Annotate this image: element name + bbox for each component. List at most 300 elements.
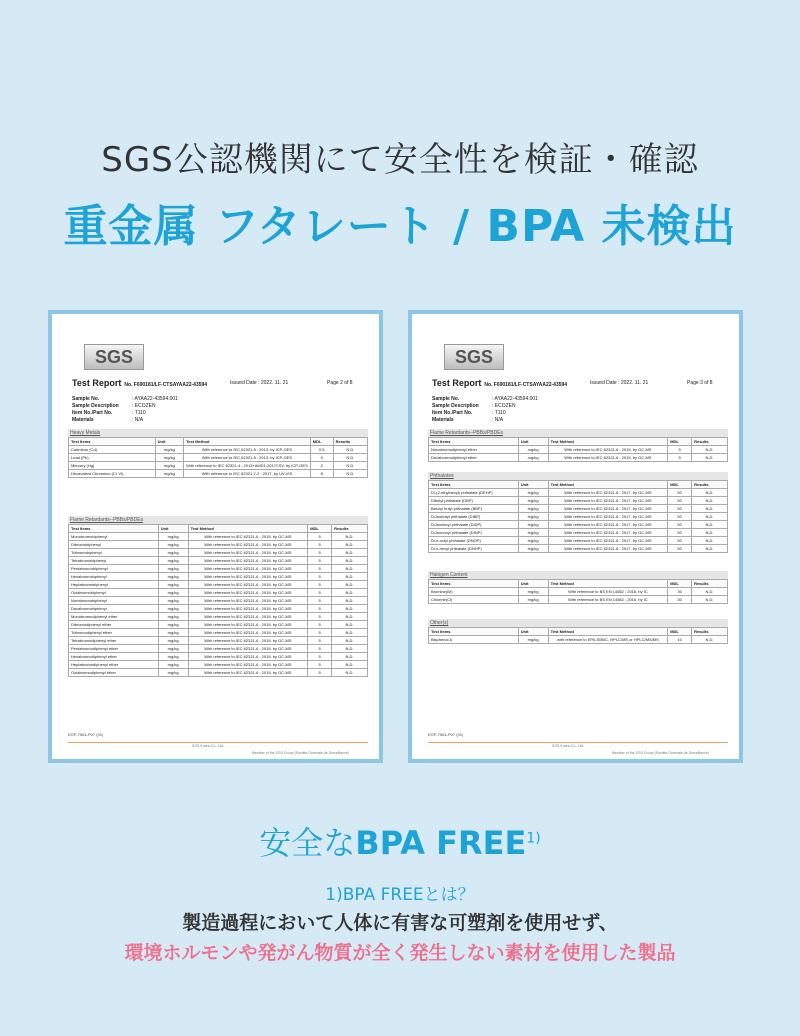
sample-info-key: Item No./Part No. [72,410,113,416]
column-header: Test Items [429,580,519,588]
table-cell: With reference to IEC 62321-6 : 2015, by GC-MS [188,581,308,589]
column-header: Results [692,580,728,588]
table-cell: N.D. [332,613,368,621]
table-row [69,565,368,573]
footer-company: SGS Korea Co., Ltd. [192,744,224,748]
table-cell: Chlorine(Cl) [429,596,519,604]
table-cell: mg/kg [518,537,548,545]
table-cell: With reference to IEC 62321-6 : 2015, by GC-MS [188,533,308,541]
table-cell: N.D. [332,645,368,653]
table-cell: Lead (Pb) [69,454,156,462]
table-cell: mg/kg [158,637,188,645]
footer-note: Member of the SGS Group (Société Générale de Surveillance) [612,751,709,755]
table-cell: mg/kg [158,653,188,661]
table-cell: mg/kg [518,521,548,529]
table-cell: 5 [308,557,332,565]
table-cell: mg/kg [158,597,188,605]
table-cell: N.D. [332,581,368,589]
table-row [69,589,368,597]
test-report-page-2 [48,310,383,763]
table-row [69,549,368,557]
column-header: MDL [668,580,692,588]
table-cell: With reference to IEC 62321-5 : 2013, by ICP-OES [184,454,311,462]
table-cell: 5 [308,629,332,637]
table-cell: Pentabromobiphenyl [69,565,159,573]
table-cell: mg/kg [155,454,184,462]
page-number: Page 2 of 8 [327,380,353,386]
sample-info-key: Sample No. [72,396,100,402]
table-cell: 50 [668,513,692,521]
table-cell: 10 [668,636,692,644]
table-cell: N.D. [333,462,367,470]
table-cell: Dibromobiphenyl [69,541,159,549]
table-row [69,533,368,541]
table-cell: Decabromobiphenyl [69,605,159,613]
table-cell: N.D. [332,629,368,637]
page-number: Page 3 of 8 [687,380,713,386]
table-cell: 5 [308,589,332,597]
table-cell: 5 [308,605,332,613]
sample-info-row [72,410,178,417]
column-header: Test Items [69,438,156,446]
table-cell: Mercury (Hg) [69,462,156,470]
table-cell: Hexavalent Chromium (Cr VI) [69,470,156,478]
table-cell: mg/kg [158,669,188,677]
table-cell: Octabromodiphenyl ether [69,669,159,677]
result-section [68,429,368,478]
table-row [69,541,368,549]
bpa-free-description-1: 製造過程において人体に有害な可塑剤を使用せず、 [182,912,618,934]
table-cell: mg/kg [518,545,548,553]
table-cell: With reference to IEC 62321-4 : 2013+AMD1:2017CSV, by ICP-OES [184,462,311,470]
table-cell: Di-isobutyl phthalate (DIBP) [429,513,519,521]
table-row [429,537,728,545]
table-cell: Dibutyl phthalate (DBP) [429,497,519,505]
table-cell: With reference to IEC 62321-6 : 2015, by GC-MS [188,613,308,621]
table-cell: N.D. [332,565,368,573]
column-header: Results [332,525,368,533]
sample-info-row [432,410,538,417]
table-cell: mg/kg [518,505,548,513]
column-header: Test Method [548,438,668,446]
table-cell: Hexabromodiphenyl ether [69,653,159,661]
sample-info-value: : AYAA22-43594.001 [132,396,178,402]
table-cell: 5 [308,541,332,549]
sample-info-row [72,417,178,424]
table-cell: N.D. [332,573,368,581]
table-cell: 5 [308,549,332,557]
table-cell: With reference to IEC 62321-7-2 : 2017, by UV-VIS [184,470,311,478]
table-row [429,521,728,529]
table-cell: N.D. [692,596,728,604]
table-cell: Tribromobiphenyl [69,549,159,557]
table-cell: With reference to IEC 62321-6 : 2015, by GC-MS [188,653,308,661]
column-header: Results [692,438,728,446]
table-cell: Di-(2-ethylhexyl) phthalate (DEHP) [429,489,519,497]
table-cell: 0.5 [310,446,333,454]
table-cell: mg/kg [518,588,548,596]
document-reference: EGP-7561-P07 (01) [68,732,104,737]
table-row [69,645,368,653]
bpa-free-question: 1)BPA FREEとは？ [325,885,475,905]
table-cell: Hexabromobiphenyl [69,573,159,581]
results-table [428,437,728,462]
table-cell: mg/kg [518,596,548,604]
section-title: Other(s) [428,619,728,627]
report-number: No. F690181/LF-CTSAYAA22-43594 [124,382,208,388]
sample-info-value: : N/A [132,417,144,423]
sample-info-value: : N/A [492,417,504,423]
table-row [429,513,728,521]
result-section [68,516,368,677]
report-title [432,378,567,388]
results-table [68,437,368,478]
table-cell: mg/kg [518,529,548,537]
column-header: Test Items [429,481,519,489]
table-header-row [429,438,728,446]
table-cell: 50 [668,521,692,529]
table-cell: N.D. [332,557,368,565]
table-cell: With reference to IEC 62321-5 : 2013, by ICP-OES [184,446,311,454]
table-cell: N.D. [332,533,368,541]
column-header: MDL [308,525,332,533]
table-cell: mg/kg [158,581,188,589]
table-cell: With reference to IEC 62321-6 : 2015, by GC-MS [188,629,308,637]
column-header: Test Method [548,580,668,588]
table-cell: N.D. [692,537,728,545]
section-title: Heavy Metals [68,429,368,437]
table-cell: N.D. [332,541,368,549]
table-cell: N.D. [692,446,728,454]
table-cell: Tribromodiphenyl ether [69,629,159,637]
column-header: Unit [518,481,548,489]
table-cell: Monobromodiphenyl ether [69,613,159,621]
table-cell: Di-isononyl phthalate (DINP) [429,529,519,537]
table-cell: mg/kg [158,557,188,565]
table-cell: Pentabromodiphenyl ether [69,645,159,653]
table-cell: N.D. [332,661,368,669]
table-cell: 5 [308,621,332,629]
table-cell: With reference to IEC 62321-6 : 2015, by GC-MS [188,637,308,645]
table-row [69,573,368,581]
sample-info-key: Materials [72,417,94,423]
bpa-free-description-2: 環境ホルモンや発がん物質が全く発生しない素材を使用した製品 [124,942,676,964]
table-row [69,637,368,645]
table-row [69,613,368,621]
sample-info-key: Sample Description [72,403,119,409]
table-cell: N.D. [692,545,728,553]
sample-info-row [432,403,538,410]
column-header: Unit [518,438,548,446]
table-cell: 50 [668,497,692,505]
table-cell: N.D. [332,669,368,677]
table-cell: with reference to EPA 3550C, HPLC/MS or HPLC/MS/MS [548,636,668,644]
table-cell: 30 [668,588,692,596]
column-header: Unit [155,438,184,446]
table-cell: With reference to IEC 62321-8 : 2017, by GC-MS [548,513,668,521]
table-cell: Dibromodiphenyl ether [69,621,159,629]
sample-info-value: : ECOZEN [132,403,156,409]
page-subtitle: SGS公認機関にて安全性を検証・確認 [101,140,699,180]
table-cell: With reference to BS EN 14582 : 2016, by IC [548,596,668,604]
footer-rule [428,742,728,743]
table-cell: mg/kg [518,497,548,505]
table-cell: With reference to BS EN 14582 : 2016, by IC [548,588,668,596]
table-cell: mg/kg [158,605,188,613]
table-cell: Bisphenol A [429,636,519,644]
result-section [428,472,728,553]
table-cell: mg/kg [158,621,188,629]
table-cell: N.D. [332,621,368,629]
results-table [428,579,728,604]
table-cell: mg/kg [158,589,188,597]
table-cell: mg/kg [518,446,548,454]
table-cell: N.D. [692,497,728,505]
table-row [429,489,728,497]
table-row [429,596,728,604]
section-title: Halogen Content [428,571,728,579]
issued-date: Issued Date : 2022. 11. 21 [590,380,649,386]
table-cell: N.D. [333,446,367,454]
table-row [69,661,368,669]
table-cell: With reference to IEC 62321-6 : 2015, by GC-MS [188,565,308,573]
column-header: MDL [310,438,333,446]
bpa-free-label: BPA FREE [355,824,527,862]
table-cell: mg/kg [158,565,188,573]
table-cell: mg/kg [158,549,188,557]
table-cell: N.D. [332,549,368,557]
table-row [69,446,368,454]
column-header: Test Items [429,438,519,446]
table-cell: 5 [308,645,332,653]
table-cell: With reference to IEC 62321-6 : 2015, by GC-MS [188,645,308,653]
table-cell: Di-isodecyl phthalate (DIDP) [429,521,519,529]
table-cell: 5 [308,637,332,645]
bpa-free-footnote-mark: 1) [526,830,541,847]
table-cell: 50 [668,505,692,513]
table-cell: With reference to IEC 62321-8 : 2017, by GC-MS [548,545,668,553]
table-cell: 50 [668,489,692,497]
table-row [69,653,368,661]
column-header: Unit [158,525,188,533]
table-cell: N.D. [332,653,368,661]
table-row [69,557,368,565]
table-cell: Benzyl butyl phthalate (BBP) [429,505,519,513]
table-row [429,588,728,596]
table-cell: With reference to IEC 62321-6 : 2015, by GC-MS [188,661,308,669]
sample-info-key: Materials [432,417,454,423]
table-cell: With reference to IEC 62321-6 : 2015, by GC-MS [548,454,668,462]
table-cell: 5 [668,446,692,454]
table-row [69,621,368,629]
section-title: Flame Retardants--PBBs/PBDEs [428,429,728,437]
table-cell: N.D. [692,588,728,596]
column-header: Test Items [69,525,159,533]
table-cell: With reference to IEC 62321-6 : 2015, by GC-MS [188,597,308,605]
table-cell: Octabromobiphenyl [69,589,159,597]
table-cell: N.D. [692,529,728,537]
result-section [428,429,728,462]
table-row [69,454,368,462]
sample-info-value: : T110 [492,410,506,416]
table-row [69,605,368,613]
sample-info-row [432,417,538,424]
report-title-label: Test Report [432,378,482,388]
table-row [429,497,728,505]
section-title: Phthalates [428,472,728,480]
table-cell: Nonabromobiphenyl [69,597,159,605]
table-cell: N.D. [692,636,728,644]
table-cell: With reference to IEC 62321-6 : 2015, by GC-MS [188,605,308,613]
table-cell: With reference to IEC 62321-6 : 2015, by GC-MS [548,446,668,454]
column-header: MDL [668,438,692,446]
result-section [428,571,728,604]
table-cell: 2 [310,462,333,470]
table-row [69,581,368,589]
table-cell: 5 [308,661,332,669]
column-header: MDL [668,481,692,489]
table-row [429,505,728,513]
table-cell: With reference to IEC 62321-8 : 2017, by GC-MS [548,505,668,513]
report-title-label: Test Report [72,378,122,388]
table-cell: 5 [668,454,692,462]
column-header: Test Items [429,628,519,636]
results-table [428,480,728,553]
table-cell: N.D. [692,454,728,462]
footer-note: Member of the SGS Group (Société Générale de Surveillance) [252,751,349,755]
table-cell: With reference to IEC 62321-6 : 2015, by GC-MS [188,621,308,629]
column-header: Unit [518,580,548,588]
table-cell: Cadmium (Cd) [69,446,156,454]
table-cell: With reference to IEC 62321-6 : 2015, by GC-MS [188,573,308,581]
table-cell: With reference to IEC 62321-6 : 2015, by GC-MS [188,589,308,597]
report-title [72,378,207,388]
sample-info-row [72,403,178,410]
table-cell: N.D. [692,489,728,497]
footer-company: SGS Korea Co., Ltd. [552,744,584,748]
table-cell: mg/kg [158,645,188,653]
sgs-logo: SGS [84,344,144,370]
table-cell: mg/kg [155,470,184,478]
table-cell: mg/kg [155,446,184,454]
table-row [69,462,368,470]
table-cell: 50 [668,537,692,545]
table-cell: With reference to IEC 62321-8 : 2017, by GC-MS [548,489,668,497]
table-cell: With reference to IEC 62321-8 : 2017, by GC-MS [548,497,668,505]
page-title: 重金属 フタレート / BPA 未検出 [63,201,737,252]
table-cell: mg/kg [518,454,548,462]
table-row [69,629,368,637]
column-header: Unit [518,628,548,636]
table-cell: Nonabromodiphenyl ether [429,446,519,454]
table-cell: mg/kg [518,636,548,644]
table-row [69,470,368,478]
table-cell: Di-n-octyl phthalate (DNOP) [429,537,519,545]
table-cell: 5 [308,565,332,573]
table-cell: 5 [308,581,332,589]
table-cell: 30 [668,596,692,604]
table-cell: N.D. [332,589,368,597]
table-cell: Heptabromodiphenyl ether [69,661,159,669]
table-row [429,545,728,553]
table-cell: With reference to IEC 62321-8 : 2017, by GC-MS [548,529,668,537]
sample-info-row [432,396,538,403]
table-cell: 5 [310,454,333,462]
section-title: Flame Retardants--PBBs/PBDEs [68,516,368,524]
table-cell: mg/kg [158,661,188,669]
table-cell: Monobromobiphenyl [69,533,159,541]
sample-info [432,396,538,424]
table-cell: mg/kg [158,629,188,637]
sgs-logo: SGS [444,344,504,370]
test-report-page-3 [408,310,743,763]
table-cell: 8 [310,470,333,478]
table-cell: 5 [308,653,332,661]
table-cell: N.D. [332,637,368,645]
table-cell: With reference to IEC 62321-6 : 2015, by GC-MS [188,557,308,565]
table-cell: With reference to IEC 62321-6 : 2015, by GC-MS [188,669,308,677]
table-cell: N.D. [332,597,368,605]
table-cell: mg/kg [158,541,188,549]
table-row [429,454,728,462]
table-cell: Bromine(Br) [429,588,519,596]
table-row [69,669,368,677]
column-header: Test Method [184,438,311,446]
column-header: Results [692,628,728,636]
sample-info-value: : T110 [132,410,146,416]
column-header: Test Method [548,628,668,636]
sample-info-value: : AYAA22-43594.001 [492,396,538,402]
table-cell: Tetrabromobiphenyl [69,557,159,565]
results-table [428,627,728,644]
footer-rule [68,742,368,743]
table-cell: mg/kg [155,462,184,470]
column-header: MDL [668,628,692,636]
document-reference: EGP-7561-P07 (01) [428,732,464,737]
table-header-row [69,525,368,533]
table-header-row [429,580,728,588]
table-cell: 5 [308,597,332,605]
table-cell: With reference to IEC 62321-8 : 2017, by GC-MS [548,537,668,545]
table-cell: 50 [668,529,692,537]
table-cell: mg/kg [518,489,548,497]
sample-info-key: Sample No. [432,396,460,402]
sample-info-key: Item No./Part No. [432,410,473,416]
table-cell: N.D. [333,454,367,462]
table-cell: N.D. [332,605,368,613]
table-header-row [429,628,728,636]
column-header: Test Method [548,481,668,489]
issued-date: Issued Date : 2022. 11. 21 [230,380,289,386]
table-cell: N.D. [692,521,728,529]
table-cell: mg/kg [518,513,548,521]
table-cell: Decabromodiphenyl ether [429,454,519,462]
table-cell: 5 [308,669,332,677]
table-header-row [69,438,368,446]
sample-info-key: Sample Description [432,403,479,409]
table-row [429,636,728,644]
results-table [68,524,368,677]
report-number: No. F690181/LF-CTSAYAA22-43594 [484,382,568,388]
sample-info-value: : ECOZEN [492,403,516,409]
column-header: Results [333,438,367,446]
table-cell: N.D. [692,513,728,521]
column-header: Results [692,481,728,489]
sample-info-row [72,396,178,403]
table-cell: 5 [308,533,332,541]
sample-info [72,396,178,424]
table-cell: mg/kg [158,573,188,581]
